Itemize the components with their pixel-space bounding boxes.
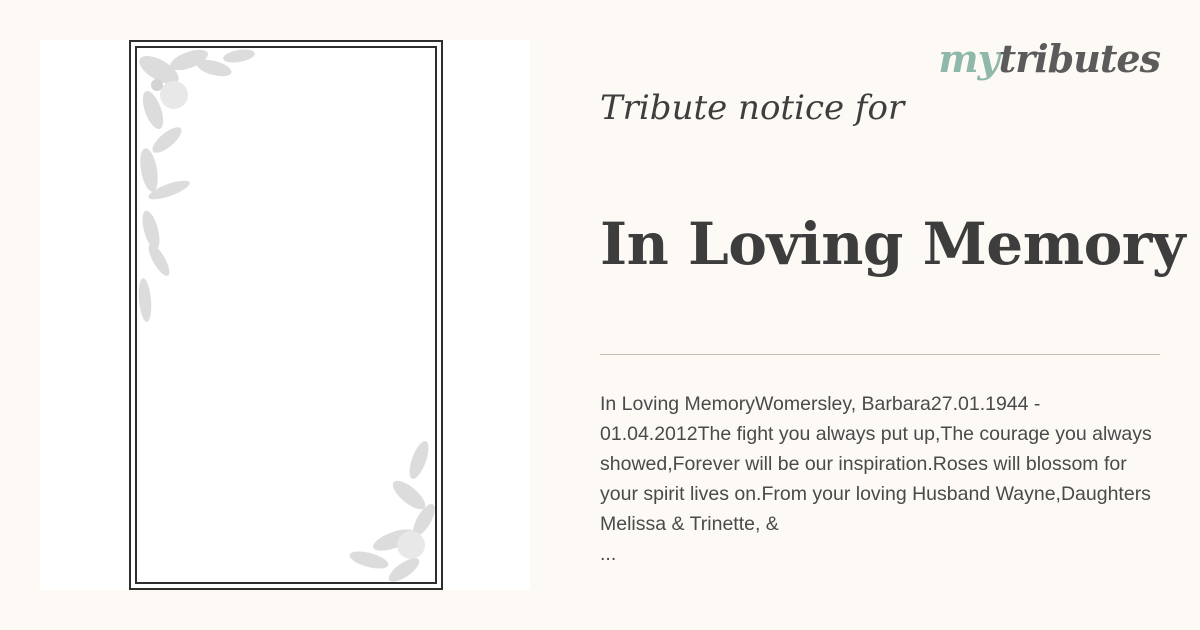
notice-title: In Loving Memory <box>600 210 1186 278</box>
notice-frame-image <box>129 40 443 590</box>
notice-body-ellipsis: ... <box>600 543 617 565</box>
brand-logo-prefix: my <box>938 36 999 81</box>
notice-body-text: In Loving MemoryWomersley, Barbara27.01.1944 - 01.04.2012The fight you always put up,The courage you always showed,Forever will be our inspiration.Roses will blossom for your spirit lives on.From your loving Husband Wayne,Daughters Melissa & Trinette, & <box>600 393 1152 535</box>
brand-logo-suffix: tributes <box>998 36 1160 81</box>
notice-subtitle: Tribute notice for <box>600 88 905 128</box>
brand-logo[interactable] <box>938 36 1160 81</box>
notice-body <box>600 389 1155 569</box>
section-divider <box>600 354 1160 355</box>
